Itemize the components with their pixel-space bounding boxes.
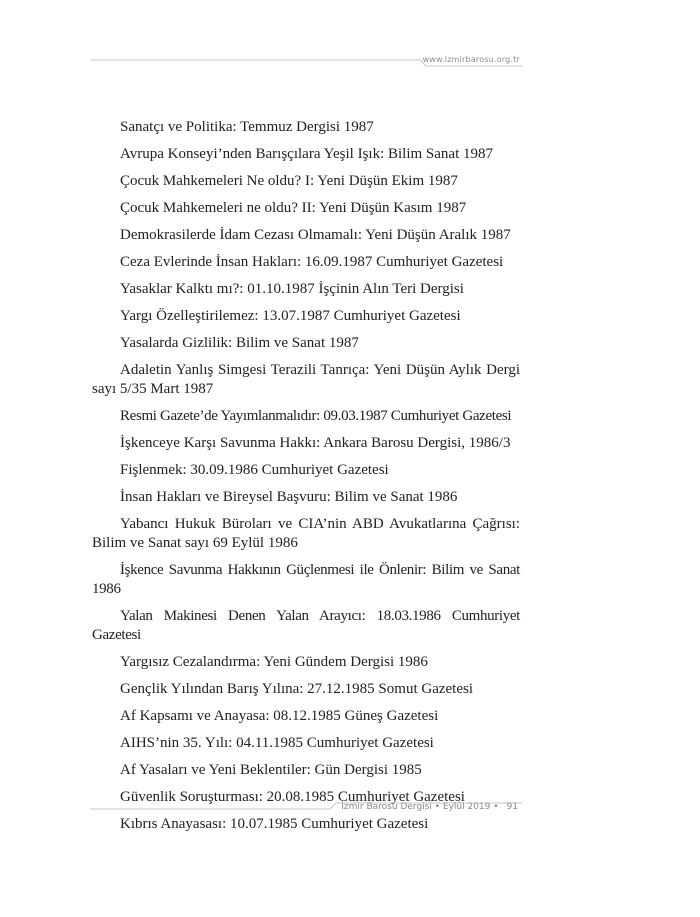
bibliography-list <box>92 118 520 842</box>
page-footer <box>341 802 518 812</box>
header-rule <box>90 58 522 68</box>
list-item: Yasalarda Gizlilik: Bilim ve Sanat 1987 <box>120 335 359 351</box>
footer-journal: İzmir Barosu Dergisi • Eylül 2019 • <box>341 802 499 812</box>
page-number: 91 <box>506 802 518 812</box>
header-url: www.izmirbarosu.org.tr <box>422 55 520 64</box>
list-item: Yasaklar Kalktı mı?: 01.10.1987 İşçinin Alın Teri Dergisi <box>120 281 464 297</box>
list-item: Resmi Gazete’de Yayımlanmalıdır: 09.03.1987 Cumhuriyet Gazetesi <box>120 408 512 424</box>
list-item: Çocuk Mahkemeleri ne oldu? II: Yeni Düşün Kasım 1987 <box>120 200 467 216</box>
list-item: Adaletin Yanlış Simgesi Terazili Tanrıça: Yeni Düşün Aylık Dergi sayı 5/35 Mart 1987 <box>92 362 520 397</box>
list-item: Fişlenmek: 30.09.1986 Cumhuriyet Gazetesi <box>120 462 389 478</box>
list-item: İşkence Savunma Hakkının Güçlenmesi ile Önlenir: Bilim ve Sanat 1986 <box>92 562 520 597</box>
list-item: Yalan Makinesi Denen Yalan Arayıcı: 18.03.1986 Cumhuriyet Gazetesi <box>92 608 520 643</box>
list-item: Ceza Evlerinde İnsan Hakları: 16.09.1987 Cumhuriyet Gazetesi <box>120 254 504 270</box>
list-item: Güvenlik Soruşturması: 20.08.1985 Cumhuriyet Gazetesi <box>120 789 465 805</box>
list-item: Yabancı Hukuk Büroları ve CIA’nin ABD Avukatlarına Çağrısı: Bilim ve Sanat sayı 69 Eylül 1986 <box>92 516 520 551</box>
list-item: Yargı Özelleştirilemez: 13.07.1987 Cumhuriyet Gazetesi <box>120 308 461 324</box>
list-item: İnsan Hakları ve Bireysel Başvuru: Bilim ve Sanat 1986 <box>120 489 458 505</box>
list-item: Sanatçı ve Politika: Temmuz Dergisi 1987 <box>120 119 374 135</box>
list-item: Kıbrıs Anayasası: 10.07.1985 Cumhuriyet Gazetesi <box>120 816 429 832</box>
list-item: AIHS’nin 35. Yılı: 04.11.1985 Cumhuriyet Gazetesi <box>120 735 434 751</box>
list-item: Yargısız Cezalandırma: Yeni Gündem Dergisi 1986 <box>120 654 428 670</box>
list-item: İşkenceye Karşı Savunma Hakkı: Ankara Barosu Dergisi, 1986/3 <box>120 435 511 451</box>
list-item: Çocuk Mahkemeleri Ne oldu? I: Yeni Düşün Ekim 1987 <box>120 173 458 189</box>
list-item: Avrupa Konseyi’nden Barışçılara Yeşil Işık: Bilim Sanat 1987 <box>120 146 494 162</box>
list-item: Gençlik Yılından Barış Yılına: 27.12.1985 Somut Gazetesi <box>120 681 473 697</box>
list-item: Demokrasilerde İdam Cezası Olmamalı: Yeni Düşün Aralık 1987 <box>120 227 511 243</box>
list-item: Af Yasaları ve Yeni Beklentiler: Gün Dergisi 1985 <box>120 762 422 778</box>
list-item: Af Kapsamı ve Anayasa: 08.12.1985 Güneş Gazetesi <box>120 708 439 724</box>
